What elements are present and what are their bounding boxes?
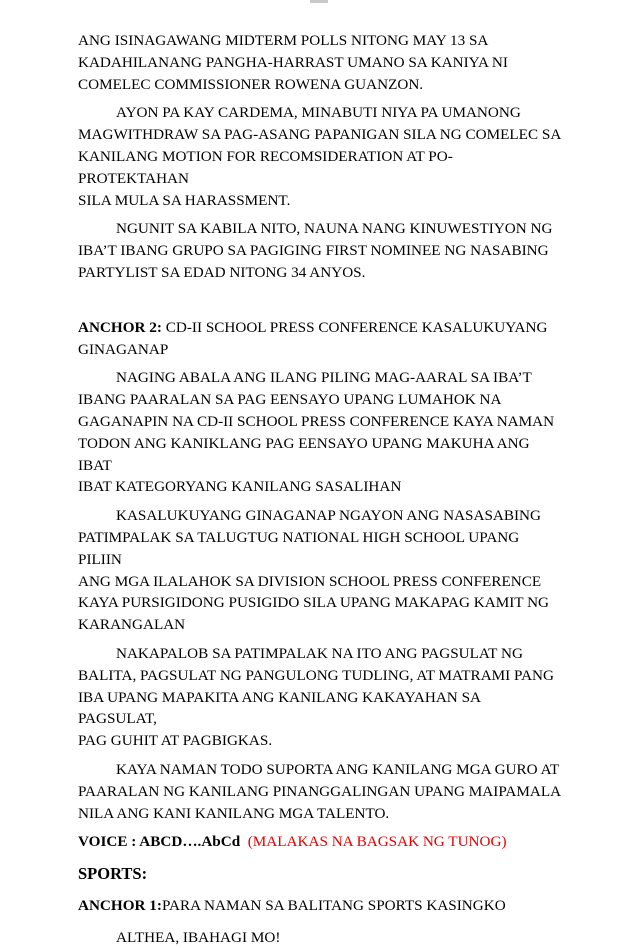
line: KANILANG MOTION FOR RECOMSIDERATION AT PO-PROTEKTAHAN [78,147,453,187]
line: KAYA PURSIGIDONG PUSIGIDO SILA UPANG MAKAPAG KAMIT NG [78,594,550,612]
paragraph-4 [78,367,562,498]
line: NGUNIT SA KABILA NITO, NAUNA NANG KINUWESTIYON NG [116,220,553,238]
page-top-marker [310,0,328,3]
paragraph-2 [78,102,562,211]
line: AYON PA KAY CARDEMA, MINABUTI NIYA PA UMANONG [116,104,521,122]
paragraph-7 [78,759,562,824]
line: TODON ANG KANIKLANG PAG EENSAYO UPANG MAKUHA ANG IBAT [78,434,530,474]
line: NILA ANG KANI KANILANG MGA TALENTO. [78,804,390,822]
line: GAGANAPIN NA CD-II SCHOOL PRESS CONFERENCE KAYA NAMAN [78,412,555,430]
line: PAARALAN NG KANILANG PINANGGALINGAN UPANG MAIPAMALA [78,782,562,800]
sports-heading: SPORTS: [78,864,148,884]
line: ANG ISINAGAWANG MIDTERM POLLS NITONG MAY 13 SA [78,32,489,49]
line: ANG MGA ILALAHOK SA DIVISION SCHOOL PRESS CONFERENCE [78,572,542,590]
line: KADAHILANANG PANGHA-HARRAST UMANO SA KANIYA NI [78,53,508,71]
paragraph-1 [78,30,562,95]
paragraph-6 [78,643,562,752]
line: KAYA NAMAN TODO SUPORTA ANG KANILANG MGA GURO AT [116,760,560,778]
paragraph-8: ALTHEA, IBAHAGI MO! [116,928,281,946]
anchor-2-title-cont: GINAGANAP [78,340,169,358]
anchor-1-line [78,895,562,917]
line: IBA UPANG MAPAKITA ANG KANILANG KAKAYAHAN SA PAGSULAT, [78,688,481,728]
anchor-2-heading [78,317,562,361]
line: SILA MULA SA HARASSMENT. [78,191,291,209]
line: PAG GUHIT AT PAGBIGKAS. [78,732,273,750]
line: IBA’T IBANG GRUPO SA PAGIGING FIRST NOMINEE NG NASABING [78,242,549,260]
voice-cue [78,831,562,853]
voice-label: VOICE : ABCD….AbCd [78,833,241,851]
voice-sound-note: (MALAKAS NA BAGSAK NG TUNOG) [247,833,507,851]
line: KARANGALAN [78,616,186,634]
line: MAGWITHDRAW SA PAG-ASANG PAPANIGAN SILA NG COMELEC SA [78,126,562,144]
document-body [78,30,562,948]
line: NAKAPALOB SA PATIMPALAK NA ITO ANG PAGSULAT NG [116,644,523,662]
anchor-1-text: PARA NAMAN SA BALITANG SPORTS KASINGKO [161,896,506,914]
paragraph-3 [78,218,562,283]
line: KASALUKUYANG GINAGANAP NGAYON ANG NASASABING [116,507,541,525]
line: COMELEC COMMISSIONER ROWENA GUANZON. [78,75,424,93]
anchor-2-label: ANCHOR 2: [78,318,162,336]
line: IBANG PAARALAN SA PAG EENSAYO UPANG LUMAHOK NA [78,391,502,409]
line: BALITA, PAGSULAT NG PANGULONG TUDLING, AT MATRAMI PANG [78,666,554,684]
line: PATIMPALAK SA TALUGTUG NATIONAL HIGH SCHOOL UPANG PILIIN [78,528,520,568]
line: IBAT KATEGORYANG KANILANG SASALIHAN [78,478,402,496]
line: NAGING ABALA ANG ILANG PILING MAG-AARAL SA IBA’T [116,369,532,387]
anchor-2-title: CD-II SCHOOL PRESS CONFERENCE KASALUKUYANG [165,318,548,336]
line: PARTYLIST SA EDAD NITONG 34 ANYOS. [78,263,366,281]
anchor-1-label: ANCHOR 1: [78,896,162,914]
paragraph-5 [78,505,562,636]
